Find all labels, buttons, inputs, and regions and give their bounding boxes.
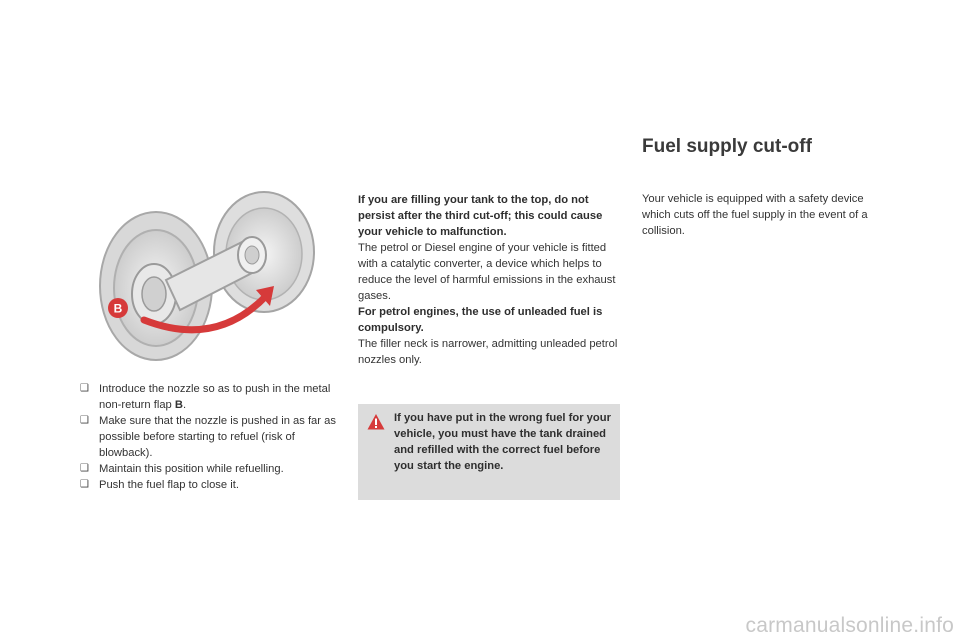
- instruction-list: [80, 381, 342, 493]
- checkbox-bullet-icon: ❑: [80, 463, 89, 474]
- wrong-fuel-warning-text: If you have put in the wrong fuel for your vehicle, you must have the tank drained and refilled with the correct fuel before you start the engine.: [394, 412, 611, 472]
- checkbox-bullet-icon: ❑: [80, 383, 89, 394]
- instruction-item: ❑ Introduce the nozzle so as to push in the metal non-return flap B.: [80, 383, 331, 411]
- wrong-fuel-warning-box: [358, 404, 620, 500]
- fuel-cutoff-section: [642, 191, 894, 239]
- checkbox-bullet-icon: ❑: [80, 479, 89, 490]
- filler-neck-note: The filler neck is narrower, admitting unleaded petrol nozzles only.: [358, 338, 618, 366]
- instruction-item: ❑ Maintain this position while refuelling.: [80, 463, 284, 475]
- fuel-cutoff-text: Your vehicle is equipped with a safety device which cuts off the fuel supply in the event of a collision.: [642, 193, 868, 237]
- overfill-warning: If you are filling your tank to the top, do not persist after the third cut-off; this could cause your vehicle to malfunction.: [358, 194, 603, 238]
- unleaded-requirement: For petrol engines, the use of unleaded fuel is compulsory.: [358, 306, 603, 334]
- warning-triangle-icon: [367, 413, 385, 431]
- instruction-item: ❑ Push the fuel flap to close it.: [80, 479, 239, 491]
- refuelling-instructions: [80, 381, 342, 493]
- checkbox-bullet-icon: ❑: [80, 415, 89, 426]
- flap-reference: B: [174, 399, 183, 411]
- filling-notes: [358, 192, 620, 368]
- callout-b-label: B: [113, 301, 123, 316]
- section-title: Fuel supply cut-off: [642, 136, 812, 157]
- catalytic-converter-note: The petrol or Diesel engine of your vehicle is fitted with a catalytic converter, a device which helps to reduce the level of harmful emissions in the exhaust gases.: [358, 242, 616, 302]
- watermark: carmanualsonline.info: [745, 614, 954, 637]
- instruction-item: ❑ Make sure that the nozzle is pushed in as far as possible before starting to refuel (risk of blowback).: [80, 415, 336, 459]
- fuel-filler-illustration: [96, 188, 318, 370]
